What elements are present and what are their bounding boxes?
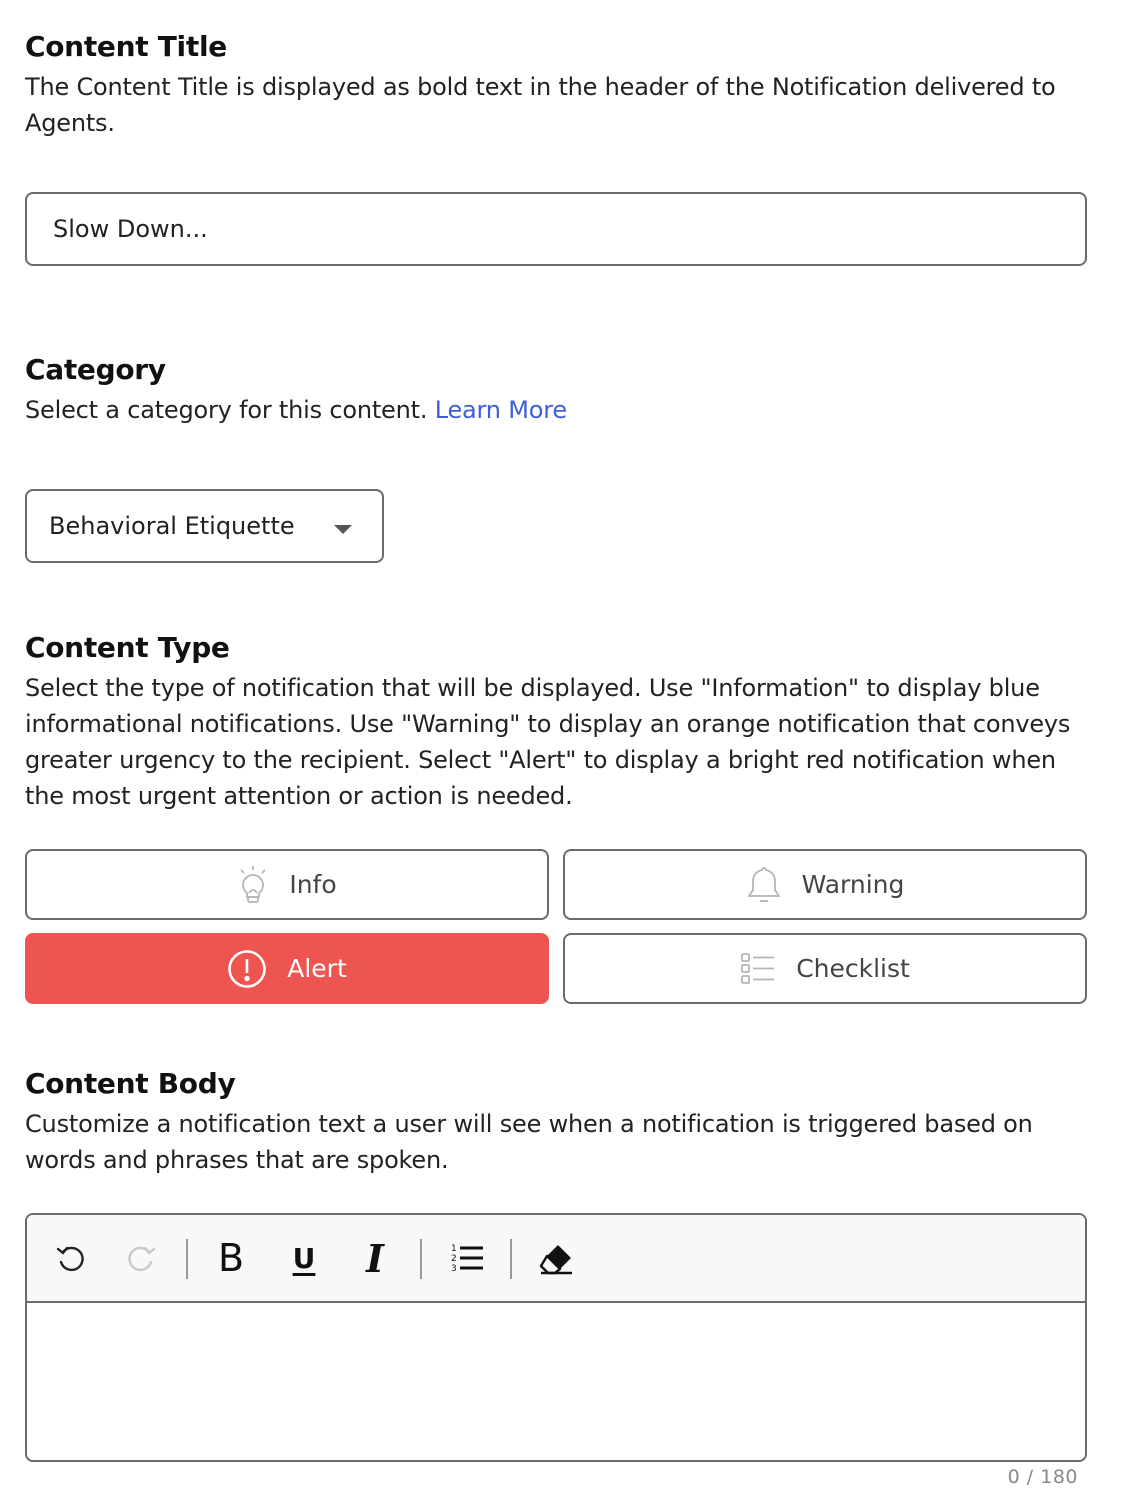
category-description [25, 392, 1100, 428]
chevron-down-icon [334, 525, 352, 534]
exclamation-circle-icon [227, 949, 267, 989]
editor-toolbar [27, 1215, 1085, 1303]
content-type-checklist-button[interactable] [563, 933, 1087, 1004]
content-body-heading: Content Body [25, 1067, 236, 1100]
learn-more-link[interactable]: Learn More [434, 396, 567, 424]
content-body-textarea[interactable] [27, 1303, 1085, 1462]
redo-icon [124, 1241, 158, 1275]
svg-text:2: 2 [451, 1254, 457, 1264]
content-title-input[interactable] [25, 192, 1087, 266]
content-type-description: Select the type of notification that will be displayed. Use "Information" to display blue informational notifications. Use "Warning" to display an orange notification that conveys greater urgency to the recipient. Select "Alert" to display a bright red notification when the most urgent attention or action is needed. [25, 674, 1071, 810]
ordered-list-icon [449, 1241, 485, 1275]
italic-button[interactable] [353, 1236, 397, 1280]
toolbar-divider [510, 1239, 512, 1279]
bell-icon [746, 865, 782, 905]
content-type-warning-button[interactable] [563, 849, 1087, 920]
content-type-heading: Content Type [25, 631, 230, 664]
content-title-heading: Content Title [25, 30, 227, 63]
category-select[interactable] [25, 489, 384, 563]
toolbar-divider [420, 1239, 422, 1279]
category-heading: Category [25, 353, 166, 386]
ordered-list-button[interactable] [445, 1236, 489, 1280]
svg-text:1: 1 [451, 1244, 457, 1254]
underline-button[interactable] [282, 1236, 326, 1280]
character-counter: 0 / 180 [1007, 1466, 1078, 1488]
svg-text:3: 3 [451, 1264, 457, 1274]
undo-button[interactable] [49, 1236, 93, 1280]
category-selected-value: Behavioral Etiquette [49, 512, 295, 540]
underline-icon: U [292, 1241, 316, 1275]
content-type-alert-label: Alert [287, 954, 347, 983]
category-description-text: Select a category for this content. [25, 396, 428, 424]
content-type-info-label: Info [289, 870, 337, 899]
lightbulb-icon [237, 865, 269, 905]
content-type-warning-label: Warning [801, 870, 905, 899]
content-title-description: The Content Title is displayed as bold text in the header of the Notification delivered to Agents. [25, 73, 1056, 137]
content-body-editor [25, 1213, 1087, 1462]
checklist-icon [740, 951, 776, 987]
undo-icon [54, 1241, 88, 1275]
toolbar-divider [186, 1239, 188, 1279]
content-body-description: Customize a notification text a user will see when a notification is triggered based on words and phrases that are spoken. [25, 1110, 1033, 1174]
bold-icon: B [217, 1236, 245, 1280]
clear-formatting-button[interactable] [534, 1236, 578, 1280]
content-type-info-button[interactable] [25, 849, 549, 920]
content-type-checklist-label: Checklist [796, 954, 910, 983]
eraser-icon [538, 1241, 574, 1275]
redo-button[interactable] [119, 1236, 163, 1280]
bold-button[interactable] [209, 1236, 253, 1280]
italic-icon: I [366, 1235, 384, 1281]
content-type-alert-button[interactable] [25, 933, 549, 1004]
